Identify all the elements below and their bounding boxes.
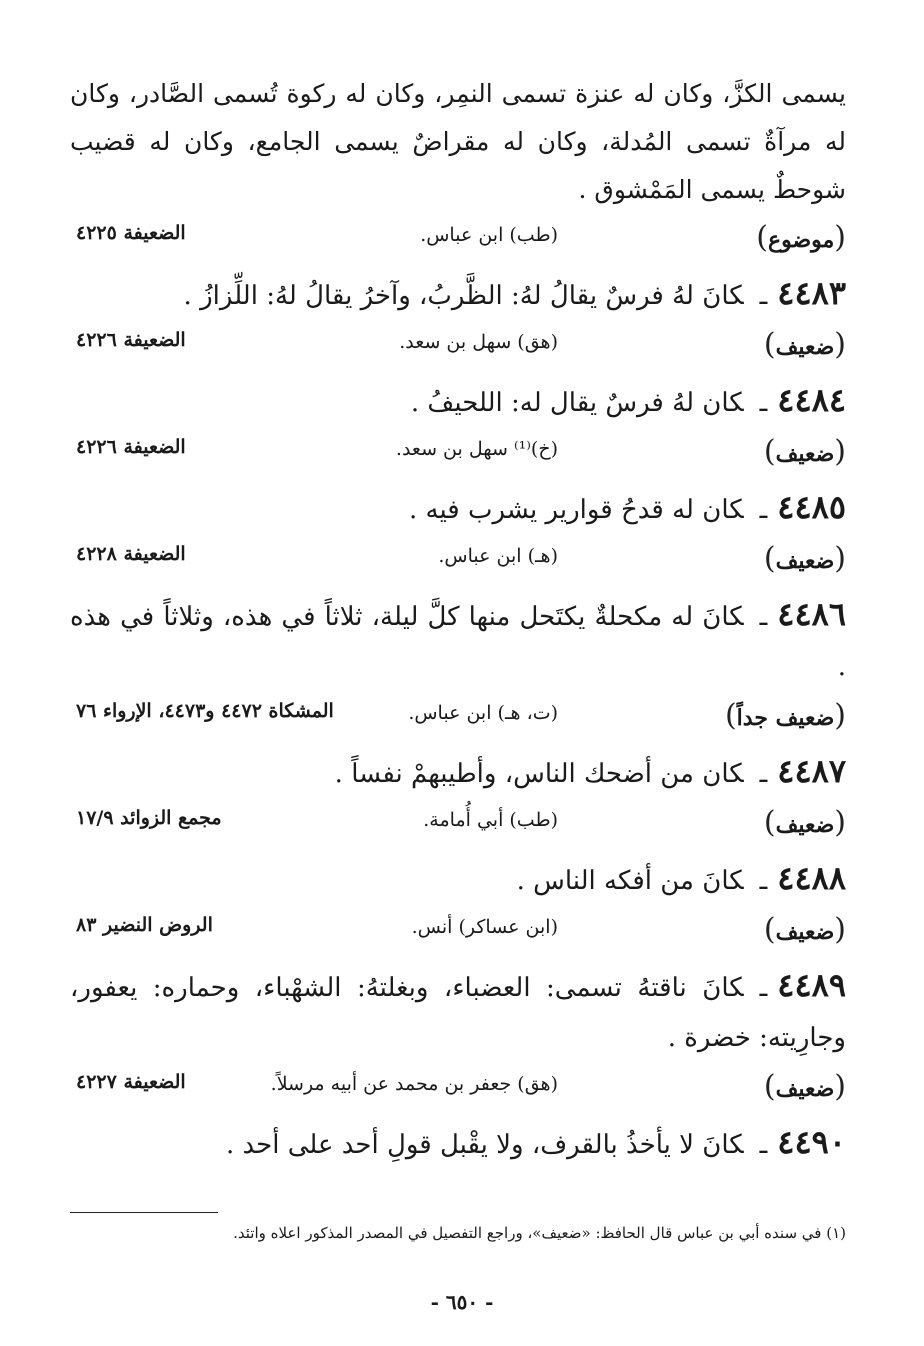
grade-paren-open: ( bbox=[834, 220, 846, 255]
hadith-text: كان من أضحك الناس، وأطيبهمْ نفساً . bbox=[334, 759, 744, 789]
hadith-number: ٤٤٩٠ bbox=[777, 1123, 846, 1161]
source-label: (طب) أبي أُمامة. bbox=[423, 809, 558, 831]
grade-label bbox=[764, 327, 846, 362]
hadith-text: كانَ لا يأخذُ بالقرف، ولا يقْبل قولِ أحد على أحد . bbox=[225, 1130, 744, 1160]
reference-label: الضعيفة ٤٢٢٨ bbox=[76, 543, 186, 565]
source-label: (ابن عساكر) أنس. bbox=[411, 916, 558, 938]
hadith-number: ٤٤٨٩ bbox=[777, 966, 846, 1004]
hadith-text: كان لهُ فرسٌ يقال له: اللحيفُ . bbox=[410, 388, 744, 418]
page-number: - ٦٥٠ - bbox=[430, 1290, 494, 1314]
grade-paren-open: ( bbox=[834, 434, 846, 469]
grade-paren-close: ) bbox=[763, 541, 776, 576]
page-body bbox=[70, 70, 846, 1172]
grade-text: ضعيف bbox=[775, 334, 835, 360]
dash: ـ bbox=[759, 759, 768, 789]
hadith-meta-line bbox=[70, 323, 846, 367]
grade-label bbox=[756, 220, 846, 255]
hadith-meta-line bbox=[70, 694, 846, 738]
grade-text: ضعيف bbox=[775, 919, 835, 945]
reference-label: الضعيفة ٤٢٢٥ bbox=[76, 222, 186, 244]
hadith-number: ٤٤٨٥ bbox=[777, 488, 846, 526]
grade-text: ضعيف bbox=[775, 1076, 835, 1102]
hadith-entry bbox=[70, 746, 846, 799]
grade-label bbox=[764, 434, 846, 469]
hadith-text: كانَ من أفكه الناس . bbox=[516, 866, 744, 896]
grade-paren-open: ( bbox=[834, 698, 846, 733]
reference-label: مجمع الزوائد ١٧/٩ bbox=[76, 807, 222, 829]
grade-paren-close: ) bbox=[763, 805, 776, 840]
grade-text: ضعيف bbox=[775, 548, 835, 574]
grade-paren-close: ) bbox=[763, 1069, 776, 1104]
grade-label bbox=[764, 912, 846, 947]
dash: ـ bbox=[759, 281, 768, 311]
source-label: (هـ) ابن عباس. bbox=[438, 545, 558, 567]
hadith-entry bbox=[70, 960, 846, 1063]
hadith-entry bbox=[70, 853, 846, 906]
grade-label bbox=[764, 805, 846, 840]
grade-paren-close: ) bbox=[763, 434, 776, 469]
grade-paren-close: ) bbox=[763, 912, 776, 947]
hadith-entry bbox=[70, 375, 846, 428]
hadith-meta-line bbox=[70, 908, 846, 952]
dash: ـ bbox=[759, 1130, 768, 1160]
grade-text: ضعيف bbox=[775, 812, 835, 838]
hadith-meta-line bbox=[70, 1065, 846, 1109]
hadith-text: كانَ لهُ فرسٌ يقالُ لهُ: الظَّربُ، وآخرُ يقالُ لهُ: اللِّزازُ . bbox=[183, 281, 744, 311]
reference-label: المشكاة ٤٤٧٢ و٤٤٧٣، الإرواء ٧٦ bbox=[76, 700, 334, 722]
dash: ـ bbox=[759, 602, 768, 632]
hadith-meta-line bbox=[70, 537, 846, 581]
hadith-text: كانَ ناقتهُ تسمى: العضباء، وبغلتهُ: الشهْباء، وحماره: يعفور، وجارِيته: خضرة . bbox=[70, 973, 846, 1053]
hadith-text: كان له قدحُ قوارير يشرب فيه . bbox=[408, 495, 744, 525]
dash: ـ bbox=[759, 866, 768, 896]
grade-label bbox=[725, 698, 846, 733]
grade-paren-open: ( bbox=[834, 327, 846, 362]
reference-label: الضعيفة ٤٢٢٦ bbox=[76, 329, 186, 351]
grade-paren-open: ( bbox=[834, 1069, 846, 1104]
grade-text: ضعيف جداً bbox=[736, 705, 835, 731]
source-label: (هق) جعفر بن محمد عن أبيه مرسلاً. bbox=[270, 1073, 558, 1095]
hadith-entry bbox=[70, 589, 846, 692]
dash: ـ bbox=[759, 973, 768, 1003]
grade-text: موضوع bbox=[767, 227, 835, 253]
reference-label: الضعيفة ٤٢٢٧ bbox=[76, 1071, 186, 1093]
grade-label bbox=[764, 1069, 846, 1104]
grade-paren-open: ( bbox=[834, 912, 846, 947]
hadith-entry bbox=[70, 1117, 846, 1170]
hadith-entry bbox=[70, 268, 846, 321]
hadith-number: ٤٤٨٣ bbox=[777, 274, 846, 312]
hadith-meta-line bbox=[70, 801, 846, 845]
grade-paren-open: ( bbox=[834, 541, 846, 576]
dash: ـ bbox=[759, 388, 768, 418]
hadith-meta-line bbox=[70, 430, 846, 474]
source-label: (خ)⁽¹⁾ سهل بن سعد. bbox=[395, 438, 558, 460]
source-label: (هق) سهل بن سعد. bbox=[399, 331, 558, 353]
hadith-number: ٤٤٨٧ bbox=[777, 752, 846, 790]
reference-label: الروض النضير ٨٣ bbox=[76, 914, 213, 936]
dash: ـ bbox=[759, 495, 768, 525]
grade-paren-close: ) bbox=[724, 698, 737, 733]
source-label: (ت، هـ) ابن عباس. bbox=[408, 702, 558, 724]
grade-label bbox=[764, 541, 846, 576]
grade-paren-close: ) bbox=[756, 220, 768, 255]
hadith-entry bbox=[70, 482, 846, 535]
footnote-divider bbox=[70, 1212, 218, 1213]
footnote: (١) في سنده أبي بن عباس قال الحافظ: «ضعيف»، وراجع التفصيل في المصدر المذكور اعلاه واتئد. bbox=[233, 1224, 846, 1242]
hadith-text: كانَ له مكحلةٌ يكتَحل منها كلَّ ليلة، ثلاثاً في هذه، وثلاثاً في هذه . bbox=[70, 602, 846, 682]
grade-text: ضعيف bbox=[775, 441, 835, 467]
intro-meta-line bbox=[70, 216, 846, 260]
source-label: (طب) ابن عباس. bbox=[420, 224, 558, 246]
hadith-number: ٤٤٨٦ bbox=[777, 595, 846, 633]
hadith-number: ٤٤٨٤ bbox=[777, 381, 846, 419]
reference-label: الضعيفة ٤٢٢٦ bbox=[76, 436, 186, 458]
grade-paren-open: ( bbox=[834, 805, 846, 840]
hadith-number: ٤٤٨٨ bbox=[777, 859, 846, 897]
intro-paragraph: يسمى الكزَّ، وكان له عنزة تسمى النمِر، وكان له ركوة تُسمى الصَّادر، وكان له مرآةٌ تسمى المُدلة، وكان له مقراضٌ يسمى الجامع، وكان له قضيب شوحطٌ يسمى المَمْشوق . bbox=[70, 79, 846, 204]
grade-paren-close: ) bbox=[763, 327, 776, 362]
